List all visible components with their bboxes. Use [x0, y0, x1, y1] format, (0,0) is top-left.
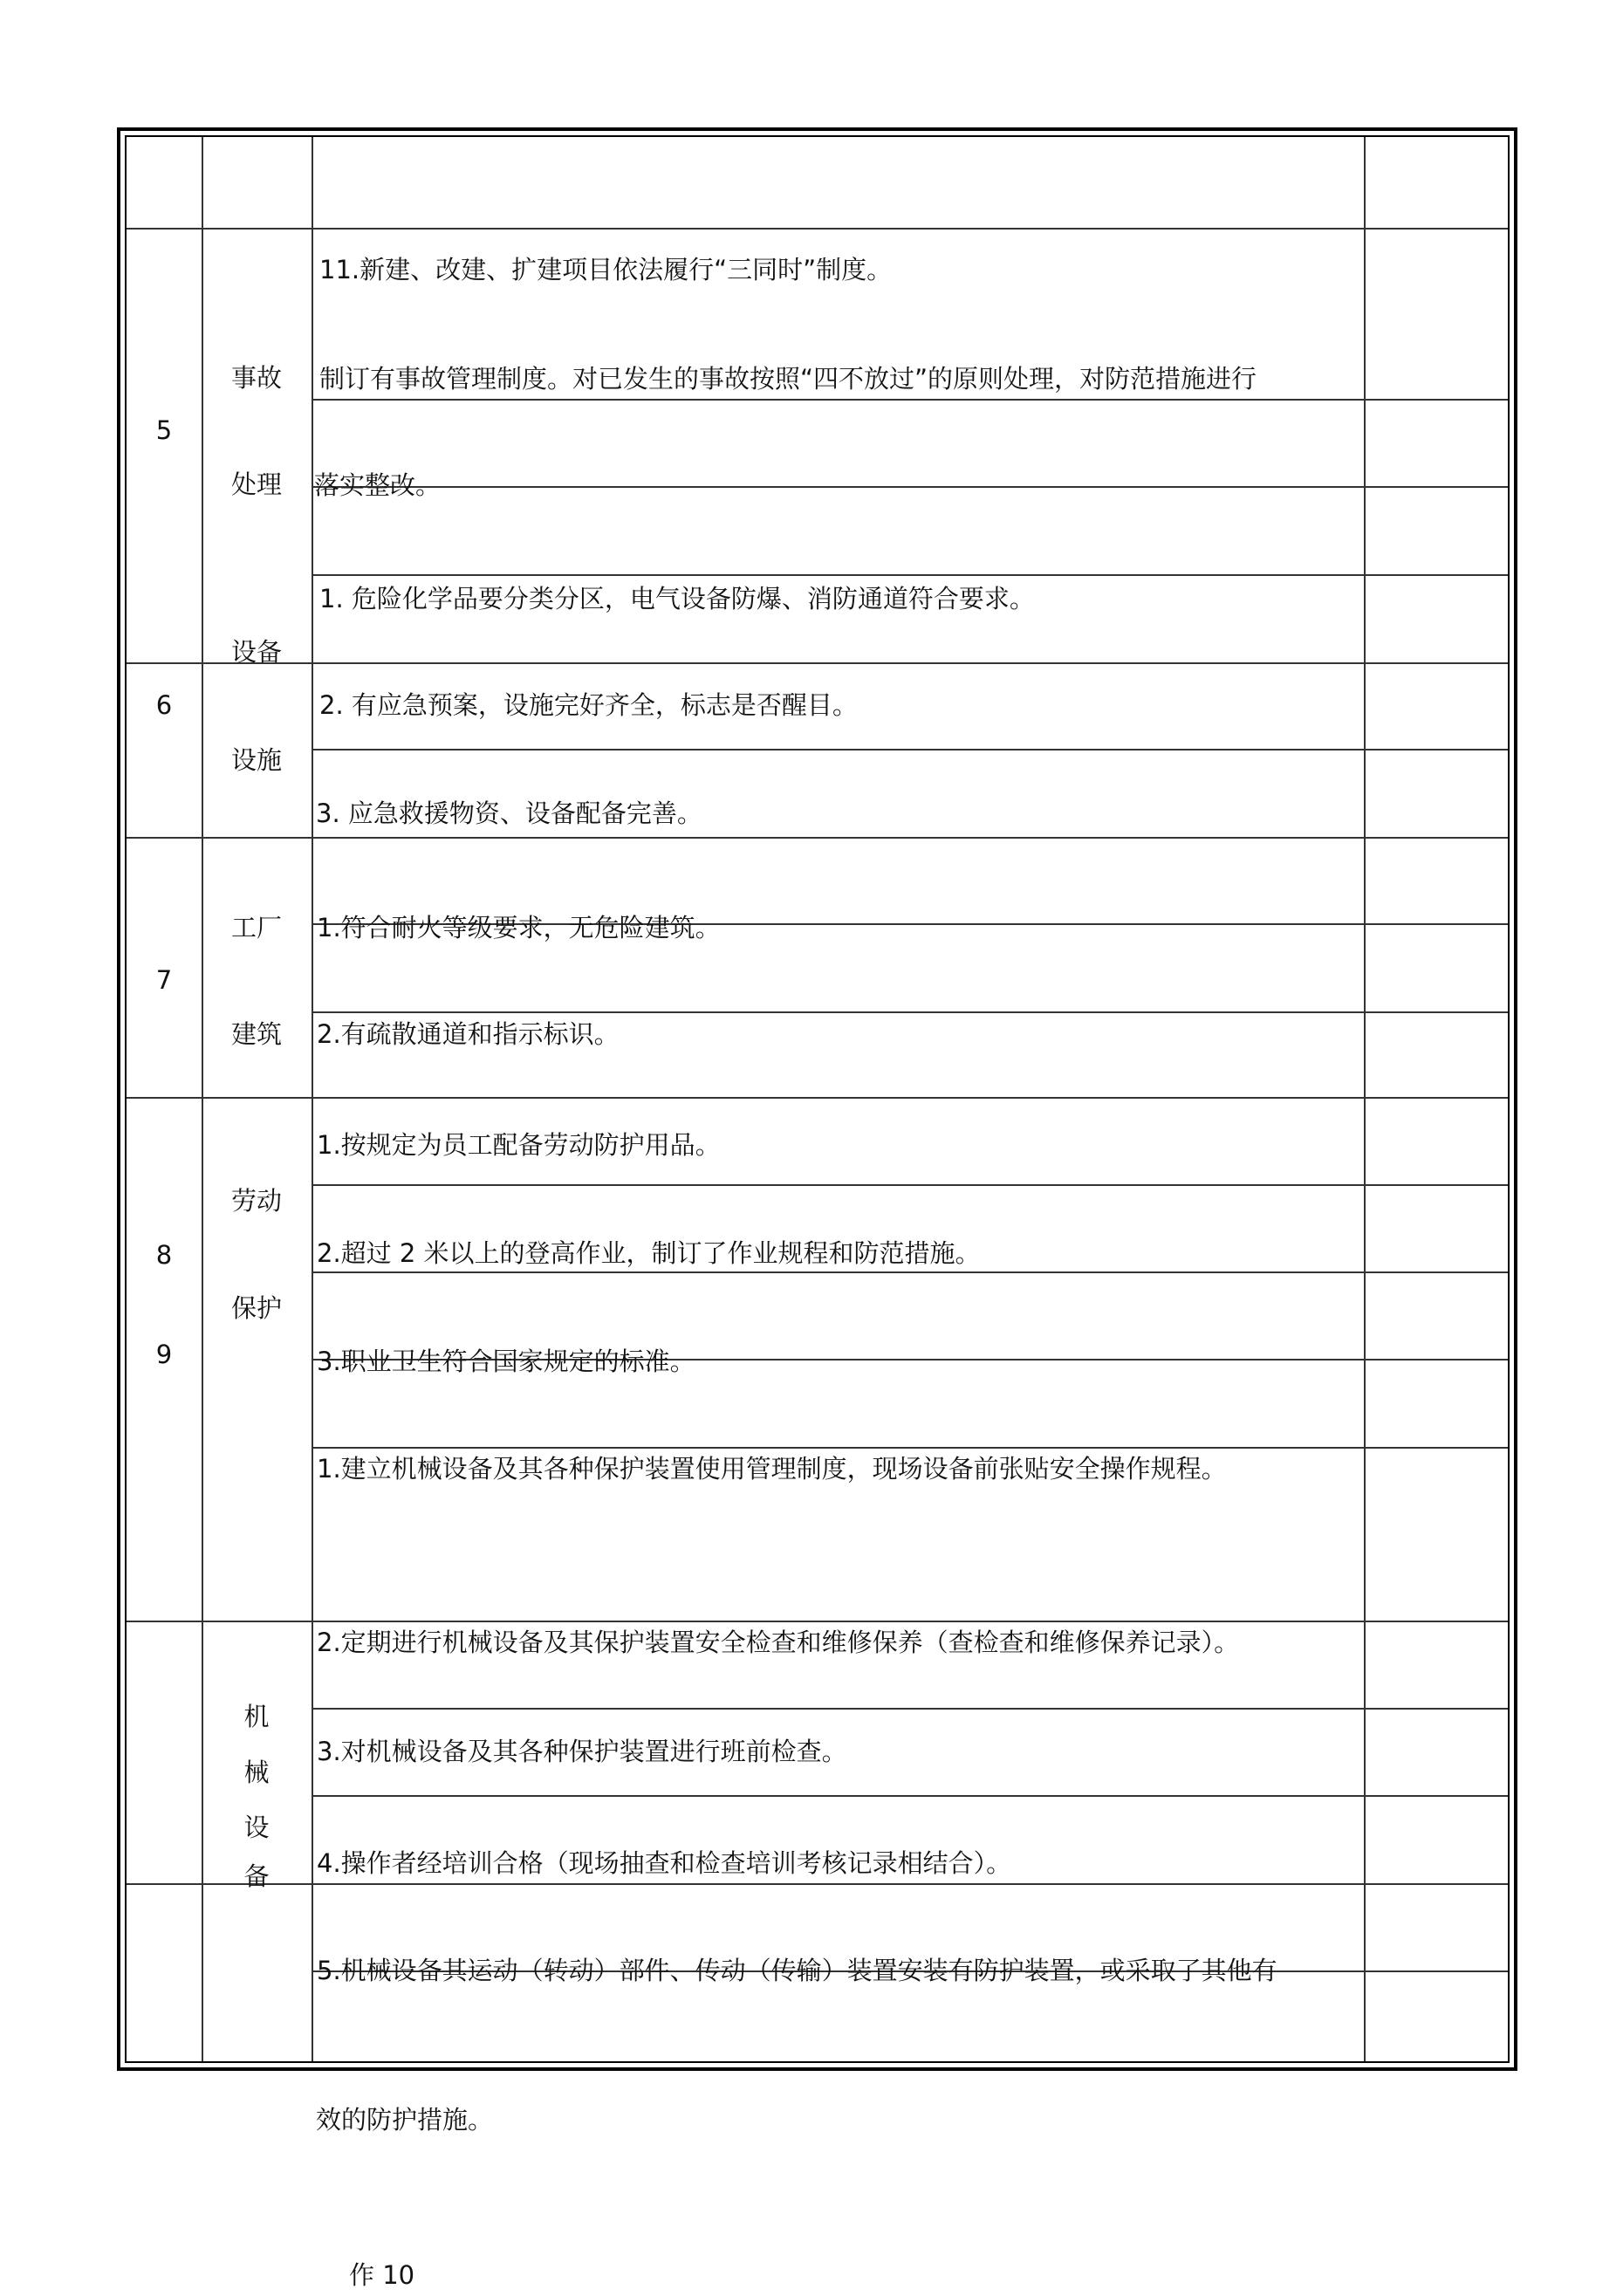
- section-number: 6: [155, 690, 173, 720]
- checklist-item: 2. 有应急预案，设施完好齐全，标志是否醒目。: [319, 690, 858, 720]
- continuation-text: 效的防护措施。: [316, 2105, 494, 2135]
- row-line: [312, 399, 1508, 401]
- section-number: 8: [155, 1240, 173, 1270]
- row-line: [312, 749, 1508, 750]
- row-line: [127, 1883, 1508, 1885]
- checklist-item: 1.建立机械设备及其各种保护装置使用管理制度，现场设备前张贴安全操作规程。: [317, 1454, 1227, 1484]
- col-line-category: [312, 137, 313, 2061]
- row-line: [127, 1097, 1508, 1099]
- category-label: 设施: [230, 745, 282, 775]
- row-line: [312, 1447, 1508, 1449]
- checklist-item: 11.新建、改建、扩建项目依法履行“三同时”制度。: [319, 255, 893, 284]
- row-line: [127, 662, 1508, 664]
- row-line: [127, 837, 1508, 839]
- row-line: [312, 1795, 1508, 1797]
- category-label: 保护: [230, 1293, 282, 1323]
- checklist-item: 2.超过 2 米以上的登高作业，制订了作业规程和防范措施。: [317, 1238, 981, 1268]
- col-line-remarks: [1364, 137, 1366, 2061]
- section-number: 9: [155, 1340, 173, 1369]
- row-line: [312, 1011, 1508, 1013]
- checklist-item: 2.有疏散通道和指示标识。: [317, 1019, 620, 1049]
- checklist-item: 4.操作者经培训合格（现场抽查和检查培训考核记录相结合）。: [317, 1848, 1012, 1878]
- checklist-item: 制订有事故管理制度。对已发生的事故按照“四不放过”的原则处理，对防范措施进行: [319, 364, 1257, 394]
- row-line: [127, 228, 1508, 230]
- checklist-item: 落实整改。: [314, 470, 442, 500]
- category-label: 设备: [230, 637, 282, 667]
- category-label: 机: [243, 1702, 270, 1731]
- category-label: 工厂: [230, 913, 282, 942]
- row-line: [312, 574, 1508, 576]
- category-label: 设: [243, 1813, 270, 1842]
- checklist-item: 2.定期进行机械设备及其保护装置安全检查和维修保养（查检查和维修保养记录）。: [317, 1628, 1240, 1657]
- section-number: 5: [155, 415, 173, 445]
- category-label: 劳动: [230, 1186, 282, 1216]
- category-label: 建筑: [230, 1019, 282, 1049]
- checklist-item: 1.按规定为员工配备劳动防护用品。: [317, 1130, 721, 1160]
- checklist-item: 1. 危险化学品要分类分区，电气设备防爆、消防通道符合要求。: [319, 584, 1035, 613]
- checklist-item: 3.对机械设备及其各种保护装置进行班前检查。: [317, 1737, 847, 1766]
- category-label: 处理: [230, 469, 282, 499]
- row-line: [312, 1271, 1508, 1273]
- checklist-item: 1.符合耐火等级要求，无危险建筑。: [317, 913, 721, 942]
- section-number: 7: [155, 965, 173, 995]
- table-frame-inner: [125, 135, 1510, 2063]
- col-line-number: [202, 137, 203, 2061]
- checklist-item: 5.机械设备其运动（转动）部件、传动（传输）装置安装有防护装置，或采取了其他有: [317, 1956, 1277, 1985]
- row-line: [127, 1621, 1508, 1622]
- page-footer: 作 10: [349, 2260, 415, 2290]
- row-line: [312, 486, 1508, 488]
- row-line: [312, 1184, 1508, 1186]
- category-label: 事故: [230, 363, 282, 393]
- category-label: 备: [243, 1861, 270, 1891]
- category-label: 械: [243, 1758, 270, 1787]
- row-line: [312, 1708, 1508, 1710]
- checklist-item: 3. 应急救援物资、设备配备完善。: [316, 798, 702, 828]
- checklist-item: 3.职业卫生符合国家规定的标准。: [317, 1347, 695, 1376]
